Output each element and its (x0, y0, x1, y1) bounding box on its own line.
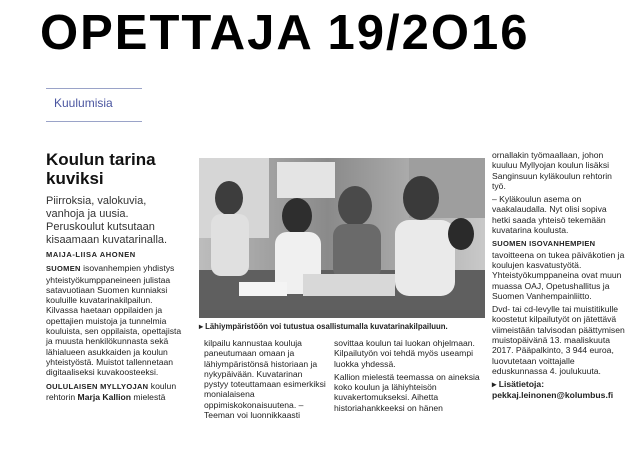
paragraph-text: koulun rehtorin (46, 380, 177, 402)
paragraph-lead-caps: OULULAISEN MYLLYOJAN (46, 381, 149, 391)
paragraph-lead-caps: SUOMEN (46, 264, 81, 274)
col2-paragraph: kilpailu kannustaa kouluja paneutumaan omaan ja lähiympäristönsä historiaan ja nykypäivään. Kuvatarinan pystyy toteuttamaan esimerkiksi monialaisena oppimiskokonaisuutena. – Teeman voi luonnikkaasti (204, 338, 326, 421)
col4-paragraph-3 (492, 238, 626, 301)
article (46, 150, 628, 450)
paragraph-text: mielestä (131, 391, 166, 402)
col4-paragraph-2: – Kyläkoulun asema on vaakalaudalla. Nyt olisi sopiva hetki saada yhteisö tekemään kuvatarina koulusta. (492, 194, 607, 236)
article-headline: Koulun tarina kuviksi (46, 150, 156, 188)
column-2 (204, 338, 326, 423)
article-byline: MAIJA-LIISA AHONEN (46, 250, 136, 259)
col3-paragraph-1: sovittaa koulun tai luokan ohjelmaan. Kilpailutyön voi tehdä myös useampi luokka yhdessä. (334, 338, 475, 369)
info-contact: ▸ Lisätietoja: pekkaj.leinonen@kolumbus.fi (492, 379, 614, 400)
paragraph-lead-caps: SUOMEN ISOVANHEMPIEN (492, 239, 596, 249)
col4-paragraph-1: ornallakin työmaallaan, johon kuuluu Myllyojan koulun lisäksi Sanginsuun kyläkoulun rehtorin työ. (492, 150, 612, 191)
column-3 (334, 338, 484, 416)
magazine-masthead: OPETTAJA 19/2O16 (40, 6, 530, 60)
paragraph-text: tavoitteena on tukea päiväkotien ja koulujen kasvatustyötä. Yhteistyökumppaneina ovat muun muassa OAJ, Opetushallitus ja Suomen Vanhempainliitto. (492, 249, 625, 301)
photo-caption: ▸ Lähiympäristöön voi tutustua osallistumalla kuvatarinakilpailuun. (199, 322, 448, 331)
column-1 (46, 150, 184, 405)
col4-paragraph-4: Dvd- tai cd-levylle tai muistitikulle koostetut kilpailutyöt on jätettävä viimeistään talvisodan päättymisen muistopäivänä 13. maaliskuuta 2017. Pääpalkinto, 3 944 euroa, luovutetaan voittajalle eduskunnassa 4. joulukuuta. (492, 304, 625, 376)
col3-paragraph-2: Kallion mielestä teemassa on aineksia koko koulun ja lähiyhteisön kuvakertomukseksi. Aihetta historiahankkeeksi on hänen (334, 371, 480, 413)
children-photo-illustration (199, 158, 485, 318)
section-label-box (46, 88, 142, 122)
person-name: Marja Kallion (77, 391, 132, 402)
column-4 (492, 150, 626, 403)
article-lead: Piirroksia, valokuvia, vanhoja ja uusia. Peruskoulut kutsutaan kisaamaan kuvatarinalla. (46, 195, 168, 246)
section-label: Kuulumisia (54, 96, 113, 110)
paragraph-text: isovanhempien yhdistys yhteistyökumppaneineen julistaa satavuotiaan Suomen kunniaksi kouluille kuvatarinakilpailun. Kilvassa haetaan oppilaiden ja opettajien muistoja ja tunnelmia kouluista, sen oppilaista, opettajista ja muusta henkilökunnasta sekä lähialueen asukkaiden ja koulun yhteistyöstä. Muistot tallennetaan digitaaliseksi kuvakoosteeksi. (46, 263, 182, 378)
col1-paragraph-1 (46, 263, 184, 377)
col1-paragraph-2 (46, 381, 184, 403)
article-photo (199, 158, 485, 318)
